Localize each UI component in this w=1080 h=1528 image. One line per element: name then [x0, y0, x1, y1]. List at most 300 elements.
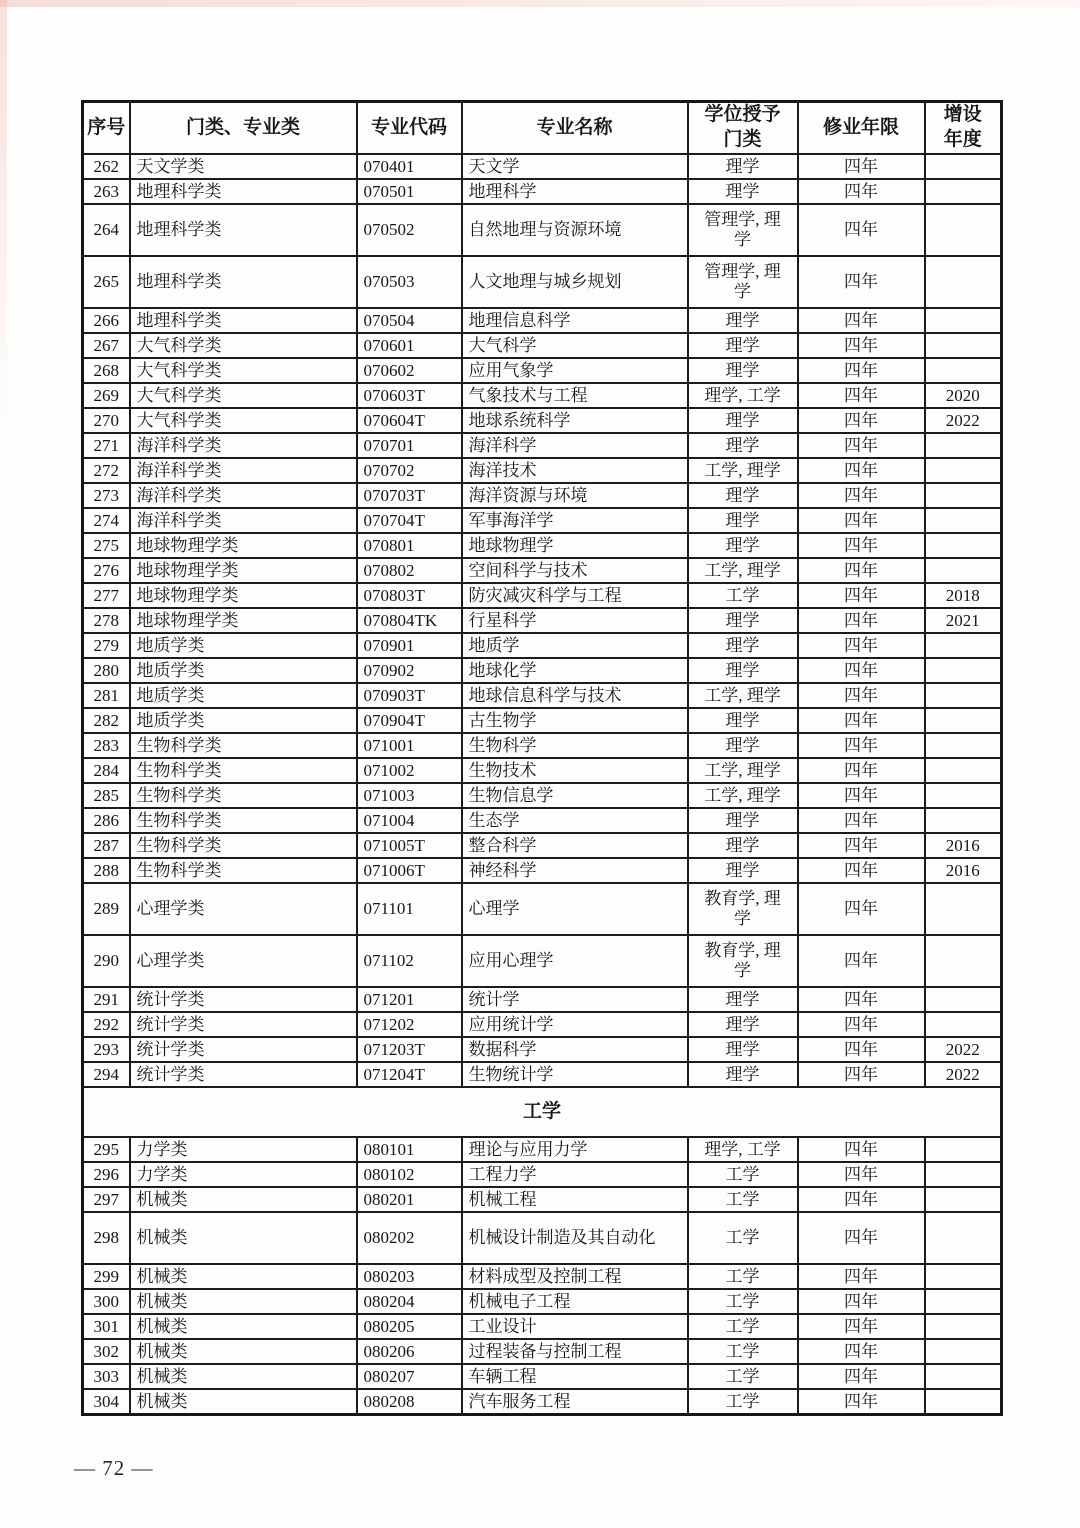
table-row — [83, 683, 1002, 708]
cell-added — [925, 433, 1002, 458]
cell-years: 四年 — [798, 1162, 925, 1187]
cell-added — [925, 733, 1002, 758]
cell-name: 应用统计学 — [462, 1012, 688, 1037]
cell-added — [925, 1212, 1002, 1264]
cell-category: 机械类 — [130, 1389, 357, 1415]
cell-years: 四年 — [798, 1289, 925, 1314]
cell-name: 海洋科学 — [462, 433, 688, 458]
cell-code: 071201 — [357, 987, 462, 1012]
cell-name: 地球化学 — [462, 658, 688, 683]
table-header-row — [83, 102, 1002, 155]
table-row — [83, 658, 1002, 683]
cell-degree: 工学, 理学 — [688, 558, 798, 583]
cell-name: 应用心理学 — [462, 935, 688, 987]
cell-code: 080101 — [357, 1137, 462, 1162]
cell-no: 279 — [83, 633, 130, 658]
cell-name: 统计学 — [462, 987, 688, 1012]
cell-added — [925, 1187, 1002, 1212]
cell-name: 大气科学 — [462, 333, 688, 358]
column-header-code: 专业代码 — [357, 102, 462, 155]
cell-degree: 理学 — [688, 154, 798, 179]
cell-no: 290 — [83, 935, 130, 987]
cell-code: 071101 — [357, 883, 462, 935]
table-row — [83, 308, 1002, 333]
cell-category: 地球物理学类 — [130, 558, 357, 583]
cell-category: 大气科学类 — [130, 333, 357, 358]
table-row — [83, 1162, 1002, 1187]
cell-code: 080202 — [357, 1212, 462, 1264]
cell-degree: 教育学, 理学 — [688, 935, 798, 987]
cell-code: 080201 — [357, 1187, 462, 1212]
cell-code: 080204 — [357, 1289, 462, 1314]
page-number: — 72 — — [74, 1456, 154, 1480]
cell-degree: 管理学, 理学 — [688, 204, 798, 256]
cell-degree: 工学 — [688, 583, 798, 608]
cell-category: 机械类 — [130, 1264, 357, 1289]
table-row — [83, 858, 1002, 883]
cell-added — [925, 758, 1002, 783]
cell-name: 车辆工程 — [462, 1364, 688, 1389]
cell-name: 汽车服务工程 — [462, 1389, 688, 1415]
table-row — [83, 1289, 1002, 1314]
cell-category: 地球物理学类 — [130, 533, 357, 558]
cell-category: 大气科学类 — [130, 383, 357, 408]
cell-category: 机械类 — [130, 1289, 357, 1314]
cell-added: 2018 — [925, 583, 1002, 608]
cell-degree: 理学 — [688, 533, 798, 558]
cell-degree: 教育学, 理学 — [688, 883, 798, 935]
cell-category: 统计学类 — [130, 1012, 357, 1037]
cell-added: 2020 — [925, 383, 1002, 408]
cell-years: 四年 — [798, 508, 925, 533]
cell-name: 理论与应用力学 — [462, 1137, 688, 1162]
cell-no: 265 — [83, 256, 130, 308]
cell-name: 地球物理学 — [462, 533, 688, 558]
table-row — [83, 433, 1002, 458]
section-divider-row — [83, 1087, 1002, 1137]
column-header-degree: 学位授予门类 — [688, 102, 798, 155]
cell-no: 293 — [83, 1037, 130, 1062]
cell-added — [925, 708, 1002, 733]
cell-added — [925, 883, 1002, 935]
cell-name: 地理信息科学 — [462, 308, 688, 333]
cell-name: 过程装备与控制工程 — [462, 1339, 688, 1364]
cell-added — [925, 658, 1002, 683]
cell-code: 071003 — [357, 783, 462, 808]
table-row — [83, 883, 1002, 935]
cell-code: 070801 — [357, 533, 462, 558]
cell-degree: 理学, 工学 — [688, 383, 798, 408]
cell-no: 282 — [83, 708, 130, 733]
cell-years: 四年 — [798, 179, 925, 204]
column-header-category: 门类、专业类 — [130, 102, 357, 155]
cell-years: 四年 — [798, 1012, 925, 1037]
cell-degree: 理学 — [688, 433, 798, 458]
cell-category: 生物科学类 — [130, 783, 357, 808]
cell-years: 四年 — [798, 433, 925, 458]
cell-category: 统计学类 — [130, 1037, 357, 1062]
cell-years: 四年 — [798, 333, 925, 358]
cell-category: 地质学类 — [130, 708, 357, 733]
cell-degree: 工学 — [688, 1339, 798, 1364]
cell-category: 大气科学类 — [130, 358, 357, 383]
cell-code: 071102 — [357, 935, 462, 987]
table-row — [83, 935, 1002, 987]
cell-added — [925, 533, 1002, 558]
cell-code: 070903T — [357, 683, 462, 708]
cell-no: 304 — [83, 1389, 130, 1415]
cell-degree: 理学 — [688, 833, 798, 858]
cell-added — [925, 358, 1002, 383]
table-row — [83, 408, 1002, 433]
cell-category: 生物科学类 — [130, 733, 357, 758]
cell-degree: 理学 — [688, 708, 798, 733]
cell-name: 数据科学 — [462, 1037, 688, 1062]
table-row — [83, 708, 1002, 733]
table-row — [83, 1389, 1002, 1415]
table-row — [83, 383, 1002, 408]
cell-no: 285 — [83, 783, 130, 808]
cell-code: 070401 — [357, 154, 462, 179]
cell-years: 四年 — [798, 308, 925, 333]
table-row — [83, 204, 1002, 256]
cell-added — [925, 1162, 1002, 1187]
cell-no: 276 — [83, 558, 130, 583]
cell-category: 统计学类 — [130, 987, 357, 1012]
cell-no: 302 — [83, 1339, 130, 1364]
cell-no: 294 — [83, 1062, 130, 1087]
cell-years: 四年 — [798, 154, 925, 179]
cell-code: 070803T — [357, 583, 462, 608]
cell-degree: 工学 — [688, 1389, 798, 1415]
cell-code: 070703T — [357, 483, 462, 508]
cell-degree: 理学 — [688, 308, 798, 333]
cell-category: 地理科学类 — [130, 204, 357, 256]
majors-table — [81, 100, 1003, 1416]
cell-no: 303 — [83, 1364, 130, 1389]
cell-code: 071006T — [357, 858, 462, 883]
cell-added — [925, 783, 1002, 808]
table-row — [83, 358, 1002, 383]
cell-years: 四年 — [798, 808, 925, 833]
cell-years: 四年 — [798, 1314, 925, 1339]
cell-name: 机械工程 — [462, 1187, 688, 1212]
cell-added: 2022 — [925, 408, 1002, 433]
cell-added — [925, 1389, 1002, 1415]
cell-degree: 理学 — [688, 808, 798, 833]
cell-no: 278 — [83, 608, 130, 633]
cell-added — [925, 508, 1002, 533]
cell-no: 266 — [83, 308, 130, 333]
cell-no: 280 — [83, 658, 130, 683]
cell-name: 气象技术与工程 — [462, 383, 688, 408]
cell-years: 四年 — [798, 783, 925, 808]
cell-no: 267 — [83, 333, 130, 358]
cell-no: 277 — [83, 583, 130, 608]
cell-added — [925, 683, 1002, 708]
cell-added — [925, 1314, 1002, 1339]
scan-edge-tint-left — [0, 0, 7, 420]
cell-category: 地质学类 — [130, 633, 357, 658]
cell-category: 机械类 — [130, 1314, 357, 1339]
table-row — [83, 808, 1002, 833]
cell-code: 070602 — [357, 358, 462, 383]
cell-no: 296 — [83, 1162, 130, 1187]
cell-code: 080208 — [357, 1389, 462, 1415]
cell-added — [925, 1289, 1002, 1314]
cell-category: 地理科学类 — [130, 179, 357, 204]
cell-code: 080205 — [357, 1314, 462, 1339]
cell-years: 四年 — [798, 1187, 925, 1212]
cell-category: 地球物理学类 — [130, 583, 357, 608]
cell-degree: 理学 — [688, 333, 798, 358]
cell-name: 工业设计 — [462, 1314, 688, 1339]
table-row — [83, 1364, 1002, 1389]
cell-category: 天文学类 — [130, 154, 357, 179]
cell-degree: 工学, 理学 — [688, 783, 798, 808]
cell-category: 力学类 — [130, 1137, 357, 1162]
cell-category: 机械类 — [130, 1212, 357, 1264]
cell-years: 四年 — [798, 935, 925, 987]
cell-degree: 工学 — [688, 1314, 798, 1339]
cell-years: 四年 — [798, 987, 925, 1012]
cell-added: 2022 — [925, 1062, 1002, 1087]
table-row — [83, 1062, 1002, 1087]
cell-name: 军事海洋学 — [462, 508, 688, 533]
cell-years: 四年 — [798, 256, 925, 308]
cell-name: 心理学 — [462, 883, 688, 935]
cell-name: 地理科学 — [462, 179, 688, 204]
cell-added — [925, 558, 1002, 583]
column-header-added: 增设年度 — [925, 102, 1002, 155]
cell-added — [925, 1264, 1002, 1289]
cell-years: 四年 — [798, 883, 925, 935]
cell-code: 071204T — [357, 1062, 462, 1087]
cell-no: 262 — [83, 154, 130, 179]
cell-added: 2016 — [925, 833, 1002, 858]
cell-no: 275 — [83, 533, 130, 558]
cell-added — [925, 1137, 1002, 1162]
cell-added — [925, 987, 1002, 1012]
cell-no: 301 — [83, 1314, 130, 1339]
cell-years: 四年 — [798, 533, 925, 558]
cell-no: 298 — [83, 1212, 130, 1264]
cell-degree: 工学 — [688, 1264, 798, 1289]
cell-category: 海洋科学类 — [130, 483, 357, 508]
table-row — [83, 533, 1002, 558]
cell-code: 070502 — [357, 204, 462, 256]
cell-years: 四年 — [798, 558, 925, 583]
column-header-no: 序号 — [83, 102, 130, 155]
cell-added: 2022 — [925, 1037, 1002, 1062]
cell-code: 070901 — [357, 633, 462, 658]
cell-added — [925, 808, 1002, 833]
cell-years: 四年 — [798, 1389, 925, 1415]
table-row — [83, 583, 1002, 608]
cell-added: 2016 — [925, 858, 1002, 883]
cell-no: 273 — [83, 483, 130, 508]
cell-category: 机械类 — [130, 1187, 357, 1212]
cell-years: 四年 — [798, 1062, 925, 1087]
cell-category: 海洋科学类 — [130, 508, 357, 533]
cell-degree: 工学, 理学 — [688, 458, 798, 483]
cell-no: 292 — [83, 1012, 130, 1037]
cell-no: 264 — [83, 204, 130, 256]
cell-degree: 工学 — [688, 1289, 798, 1314]
cell-no: 283 — [83, 733, 130, 758]
cell-years: 四年 — [798, 658, 925, 683]
cell-code: 070904T — [357, 708, 462, 733]
cell-degree: 理学 — [688, 358, 798, 383]
table-row — [83, 179, 1002, 204]
cell-no: 272 — [83, 458, 130, 483]
cell-no: 270 — [83, 408, 130, 433]
cell-degree: 理学 — [688, 733, 798, 758]
cell-years: 四年 — [798, 633, 925, 658]
cell-code: 071001 — [357, 733, 462, 758]
column-header-name: 专业名称 — [462, 102, 688, 155]
cell-added — [925, 154, 1002, 179]
cell-degree: 工学 — [688, 1187, 798, 1212]
cell-code: 071005T — [357, 833, 462, 858]
table-row — [83, 1314, 1002, 1339]
cell-code: 071203T — [357, 1037, 462, 1062]
cell-name: 地球信息科学与技术 — [462, 683, 688, 708]
cell-degree: 理学, 工学 — [688, 1137, 798, 1162]
cell-category: 生物科学类 — [130, 858, 357, 883]
cell-degree: 理学 — [688, 1037, 798, 1062]
cell-degree: 理学 — [688, 658, 798, 683]
cell-name: 生物科学 — [462, 733, 688, 758]
cell-name: 防灾减灾科学与工程 — [462, 583, 688, 608]
cell-code: 080207 — [357, 1364, 462, 1389]
cell-added — [925, 333, 1002, 358]
table-row — [83, 833, 1002, 858]
cell-added — [925, 935, 1002, 987]
cell-name: 生态学 — [462, 808, 688, 833]
cell-degree: 工学 — [688, 1162, 798, 1187]
cell-degree: 理学 — [688, 633, 798, 658]
cell-name: 生物信息学 — [462, 783, 688, 808]
cell-added — [925, 458, 1002, 483]
cell-name: 应用气象学 — [462, 358, 688, 383]
table-row — [83, 1264, 1002, 1289]
cell-added — [925, 633, 1002, 658]
cell-added — [925, 483, 1002, 508]
cell-code: 070503 — [357, 256, 462, 308]
cell-category: 地球物理学类 — [130, 608, 357, 633]
table-row — [83, 154, 1002, 179]
cell-no: 263 — [83, 179, 130, 204]
cell-code: 070704T — [357, 508, 462, 533]
cell-name: 生物技术 — [462, 758, 688, 783]
cell-no: 295 — [83, 1137, 130, 1162]
cell-added — [925, 1012, 1002, 1037]
cell-added — [925, 179, 1002, 204]
table-row — [83, 558, 1002, 583]
cell-category: 生物科学类 — [130, 758, 357, 783]
cell-name: 天文学 — [462, 154, 688, 179]
cell-no: 287 — [83, 833, 130, 858]
cell-name: 地质学 — [462, 633, 688, 658]
table-row — [83, 1137, 1002, 1162]
cell-no: 300 — [83, 1289, 130, 1314]
cell-category: 地质学类 — [130, 683, 357, 708]
cell-years: 四年 — [798, 583, 925, 608]
cell-category: 大气科学类 — [130, 408, 357, 433]
section-label: 工学 — [83, 1087, 1002, 1137]
cell-years: 四年 — [798, 458, 925, 483]
cell-no: 286 — [83, 808, 130, 833]
cell-code: 070603T — [357, 383, 462, 408]
cell-years: 四年 — [798, 708, 925, 733]
cell-no: 289 — [83, 883, 130, 935]
cell-name: 行星科学 — [462, 608, 688, 633]
cell-degree: 理学 — [688, 508, 798, 533]
cell-no: 271 — [83, 433, 130, 458]
cell-no: 288 — [83, 858, 130, 883]
cell-name: 古生物学 — [462, 708, 688, 733]
cell-name: 机械电子工程 — [462, 1289, 688, 1314]
cell-code: 070504 — [357, 308, 462, 333]
cell-code: 070902 — [357, 658, 462, 683]
cell-degree: 理学 — [688, 608, 798, 633]
cell-years: 四年 — [798, 1264, 925, 1289]
cell-code: 070604T — [357, 408, 462, 433]
cell-name: 海洋资源与环境 — [462, 483, 688, 508]
cell-no: 269 — [83, 383, 130, 408]
cell-name: 材料成型及控制工程 — [462, 1264, 688, 1289]
cell-name: 自然地理与资源环境 — [462, 204, 688, 256]
cell-no: 284 — [83, 758, 130, 783]
cell-years: 四年 — [798, 833, 925, 858]
cell-category: 海洋科学类 — [130, 433, 357, 458]
cell-years: 四年 — [798, 408, 925, 433]
cell-no: 274 — [83, 508, 130, 533]
cell-no: 281 — [83, 683, 130, 708]
cell-years: 四年 — [798, 733, 925, 758]
cell-degree: 理学 — [688, 179, 798, 204]
cell-name: 生物统计学 — [462, 1062, 688, 1087]
table-row — [83, 783, 1002, 808]
cell-code: 080203 — [357, 1264, 462, 1289]
cell-degree: 理学 — [688, 483, 798, 508]
cell-code: 080206 — [357, 1339, 462, 1364]
cell-category: 生物科学类 — [130, 808, 357, 833]
table-row — [83, 1339, 1002, 1364]
table-row — [83, 508, 1002, 533]
cell-no: 299 — [83, 1264, 130, 1289]
cell-code: 070701 — [357, 433, 462, 458]
cell-name: 海洋技术 — [462, 458, 688, 483]
cell-code: 071004 — [357, 808, 462, 833]
cell-name: 人文地理与城乡规划 — [462, 256, 688, 308]
cell-years: 四年 — [798, 358, 925, 383]
cell-years: 四年 — [798, 1037, 925, 1062]
cell-code: 070802 — [357, 558, 462, 583]
column-header-years: 修业年限 — [798, 102, 925, 155]
cell-added — [925, 256, 1002, 308]
cell-years: 四年 — [798, 1212, 925, 1264]
table-row — [83, 608, 1002, 633]
cell-years: 四年 — [798, 608, 925, 633]
table-row — [83, 458, 1002, 483]
table-row — [83, 987, 1002, 1012]
cell-years: 四年 — [798, 1364, 925, 1389]
cell-code: 070601 — [357, 333, 462, 358]
cell-added — [925, 1339, 1002, 1364]
cell-years: 四年 — [798, 683, 925, 708]
